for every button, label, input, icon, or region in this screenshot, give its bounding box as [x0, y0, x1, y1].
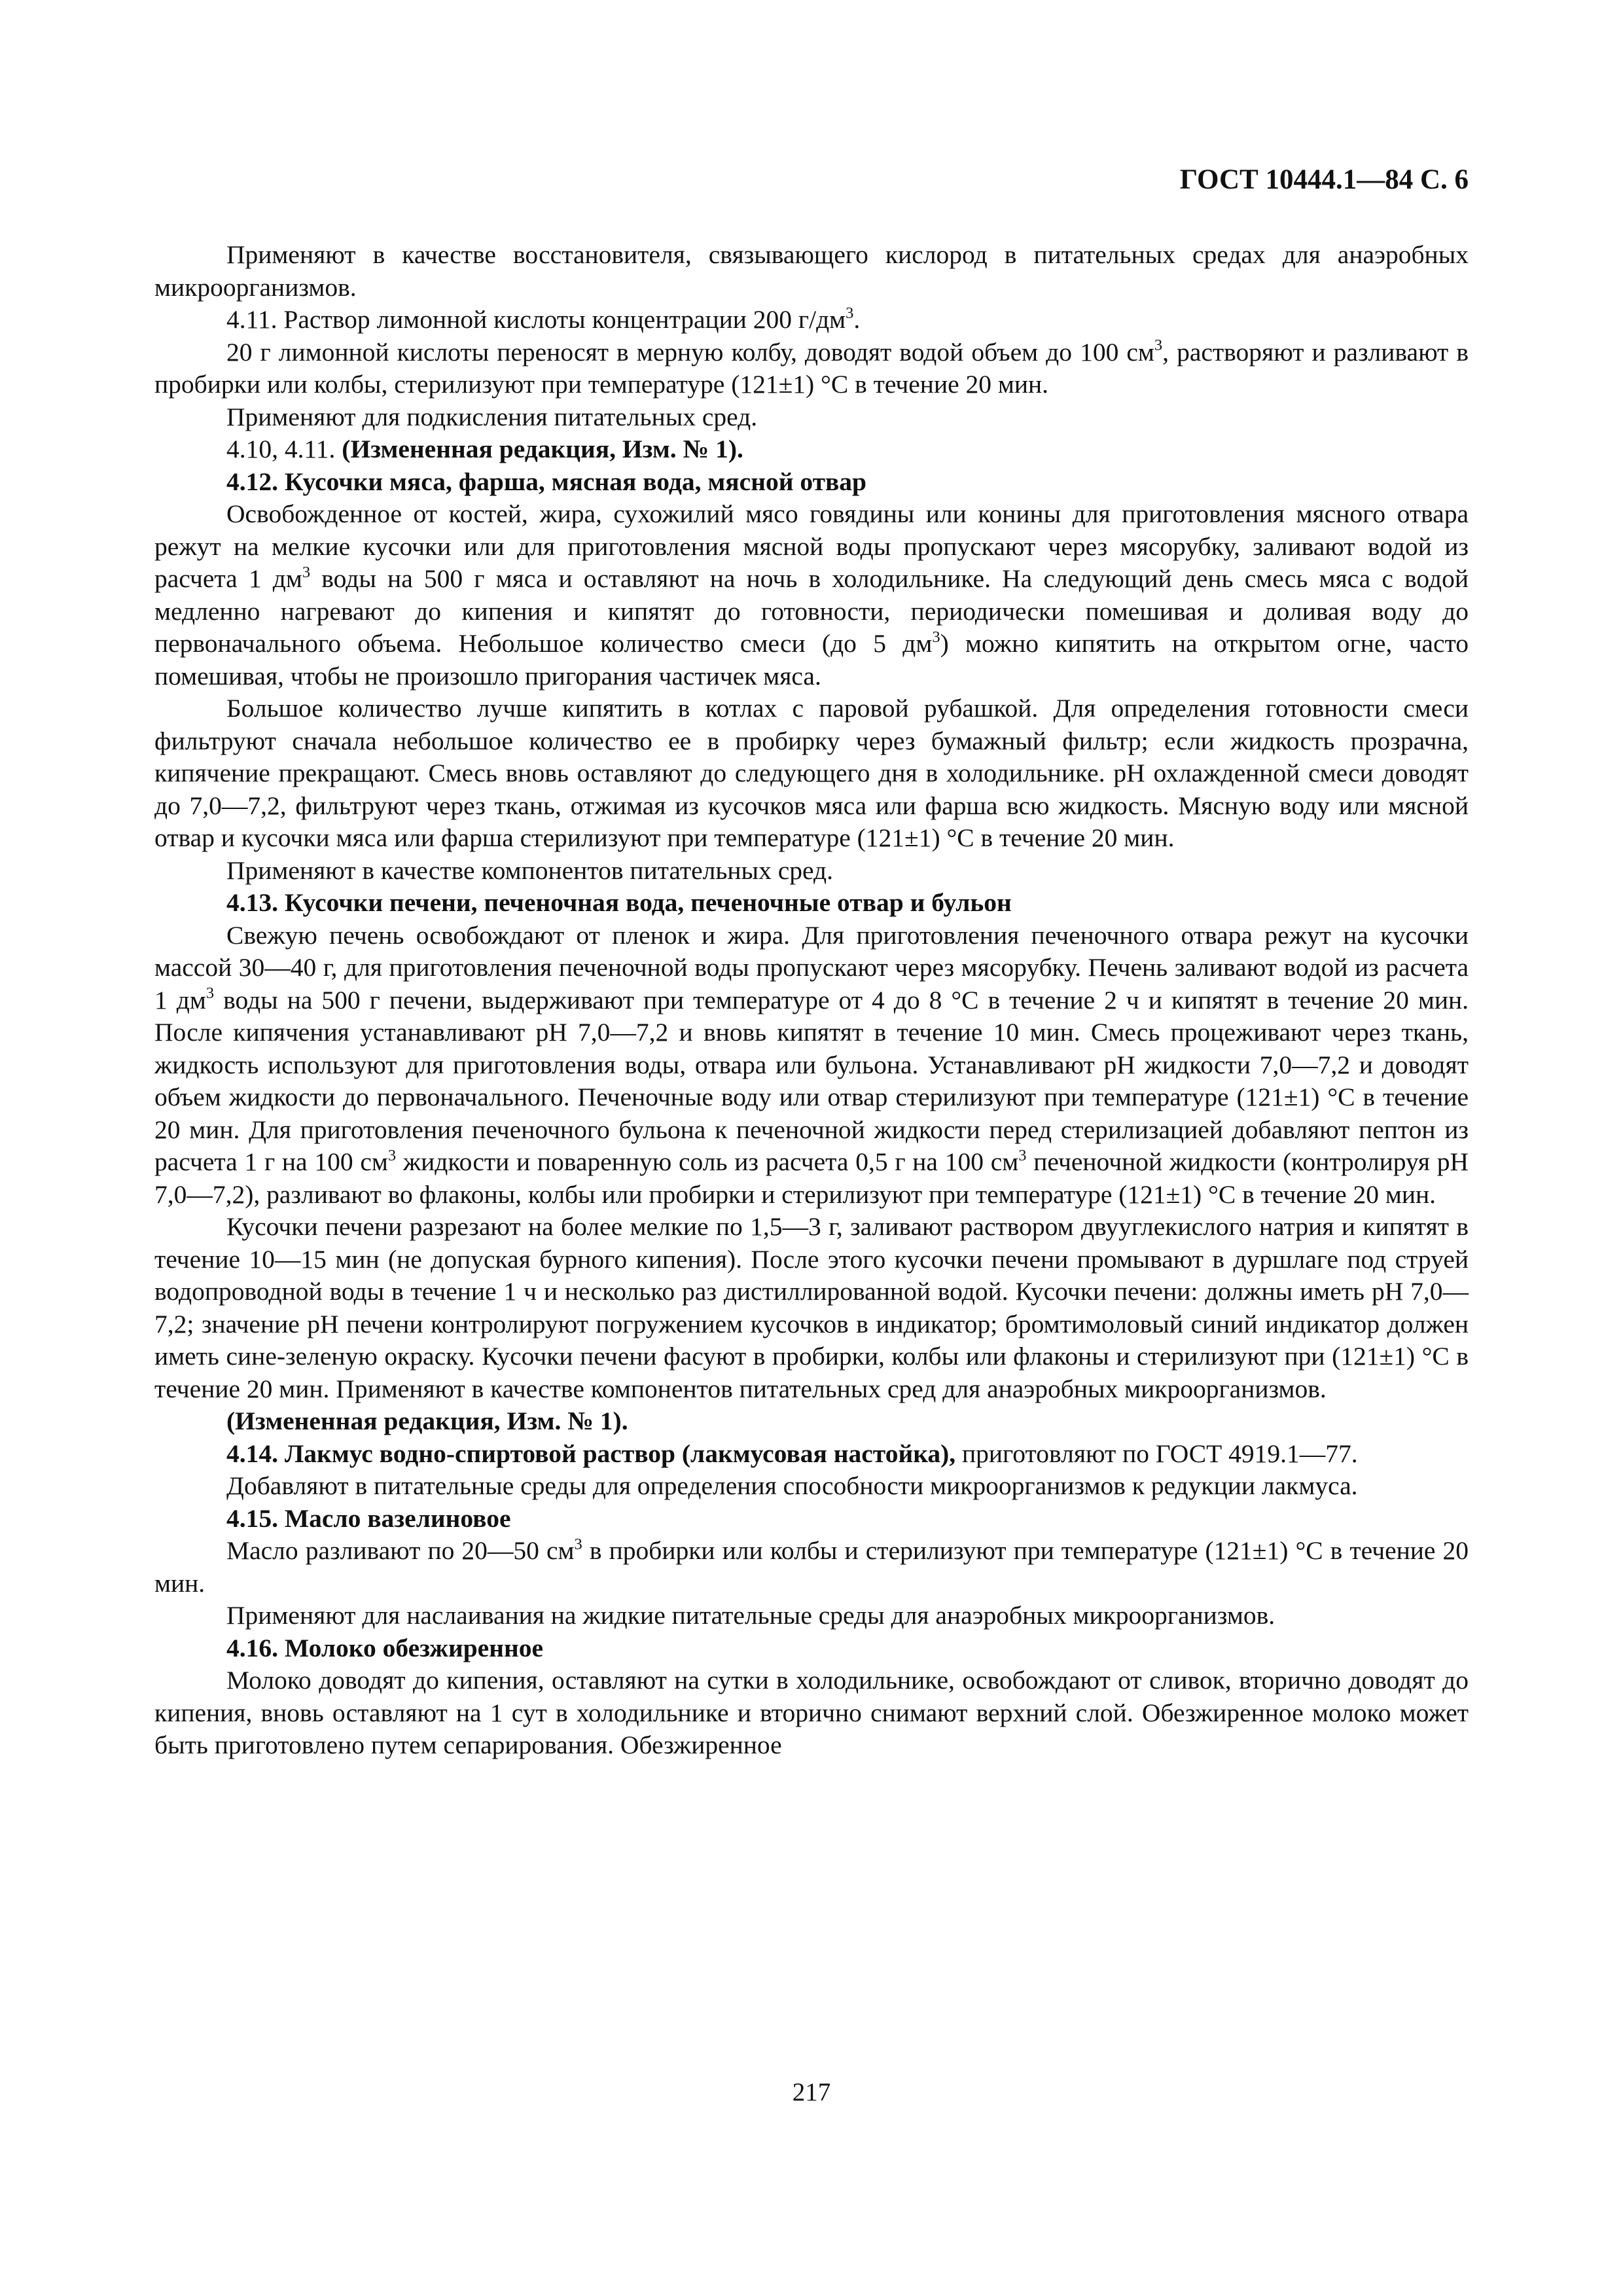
section-heading: 4.12. Кусочки мяса, фарша, мясная вода, мясной отвар	[226, 467, 867, 496]
paragraph: Применяют для подкисления питательных сред.	[226, 402, 758, 431]
document-page	[154, 0, 1469, 2296]
paragraph: 4.11. Раствор лимонной кислоты концентрации 200 $г/дм^3$.	[226, 304, 861, 334]
paragraph: Применяют в качестве компонентов питательных сред.	[226, 855, 833, 885]
section-heading: 4.16. Молоко обезжиренное	[226, 1633, 544, 1662]
running-header: ГОСТ 10444.1—84 С. 6	[1179, 164, 1469, 195]
paragraph: Применяют для наслаивания на жидкие питательные среды для анаэробных микроорганизмов.	[226, 1601, 1275, 1630]
paragraph: 20 г лимонной кислоты переносят в мерную колбу, доводят водой объем до 100 $см^3$, растворяют и разливают в пробирки или колбы, стерилизуют при температуре (121±1) °С в течение 20 мин.	[154, 336, 1469, 399]
section-heading: 4.13. Кусочки печени, печеночная вода, печеночные отвар и бульон	[226, 888, 1012, 917]
paragraph: Свежую печень освобождают от пленок и жира. Для приготовления печеночного отвара режут на кусочки массой 30—40 г, для приготовления печеночной воды пропускают через мясорубку. Печень заливают водой из расчета 1 $дм^3$ воды на 500 г печени, выдерживают при температуре от 4 до 8 °С в течение 2 ч и кипятят в течение 20 мин. После кипячения устанавливают рН 7,0—7,2 и вновь кипятят в течение 10 мин. Смесь процеживают через ткань, жидкость используют для приготовления воды, отвара или бульона. Устанавливают рН жидкости 7,0—7,2 и доводят объем жидкости до первоначального. Печеночные воду или отвар стерилизуют при температуре (121±1) °С в течение 20 мин. Для приготовления печеночного бульона к печеночной жидкости перед стерилизацией добавляют пептон из расчета 1 г на 100 $см^3$ жидкости и поваренную соль из расчета 0,5 г на 100 $см^3$ печеночной жидкости (контролируя рН 7,0—7,2), разливают во флаконы, колбы или пробирки и стерилизуют при температуре (121±1) °С в течение 20 мин.	[154, 920, 1469, 1209]
paragraph: Большое количество лучше кипятить в котлах с паровой рубашкой. Для определения готовности смеси фильтруют сначала небольшое количество ее в пробирку через бумажный фильтр; если жидкость прозрачна, кипячение прекращают. Смесь вновь оставляют до следующего дня в холодильнике. рН охлажденной смеси доводят до 7,0—7,2, фильтруют через ткань, отжимая из кусочков мяса или фарша всю жидкость. Мясную воду или мясной отвар и кусочки мяса или фарша стерилизуют при температуре (121±1) °С в течение 20 мин.	[154, 694, 1469, 852]
amendment-note: 4.10, 4.11. (Измененная редакция, Изм. № 1).	[226, 435, 743, 463]
document-body	[154, 239, 1469, 1762]
section-heading: 4.15. Масло вазелиновое	[226, 1503, 511, 1533]
paragraph: Применяют в качестве восстановителя, связывающего кислород в питательных средах для анаэробных микроорганизмов.	[154, 240, 1469, 302]
paragraph: Масло разливают по 20—50 $см^3$ в пробирки или колбы и стерилизуют при температуре (121±1) °С в течение 20 мин.	[154, 1535, 1469, 1598]
amendment-note: (Измененная редакция, Изм. № 1).	[226, 1407, 628, 1435]
paragraph: Освобожденное от костей, жира, сухожилий мясо говядины или конины для приготовления мясного отвара режут на мелкие кусочки или для приготовления мясной воды пропускают через мясорубку, заливают водой из расчета 1 $дм^3$ воды на 500 г мяса и оставляют на ночь в холодильнике. На следующий день смесь мяса с водой медленно нагревают до кипения и кипятят до готовности, периодически помешивая и доливая воду до первоначального объема. Небольшое количество смеси (до 5 $дм^3$) можно кипятить на открытом огне, часто помешивая, чтобы не произошло пригорания частичек мяса.	[154, 499, 1469, 691]
paragraph: Кусочки печени разрезают на более мелкие по 1,5—3 г, заливают раствором двууглекислого натрия и кипятят в течение 10—15 мин (не допуская бурного кипения). После этого кусочки печени промывают в дуршлаге под струей водопроводной воды в течение 1 ч и несколько раз дистиллированной водой. Кусочки печени: должны иметь рН 7,0—7,2; значение рН печени контролируют погружением кусочков в индикатор; бромтимоловый синий индикатор должен иметь сине-зеленую окраску. Кусочки печени фасуют в пробирки, колбы или флаконы и стерилизуют при (121±1) °С в течение 20 мин. Применяют в качестве компонентов питательных сред для анаэробных микроорганизмов.	[154, 1212, 1469, 1403]
page-number: 217	[792, 2078, 831, 2106]
paragraph: Молоко доводят до кипения, оставляют на сутки в холодильнике, освобождают от сливок, вторично доводят до кипения, вновь оставляют на 1 сут в холодильнике и вторично снимают верхний слой. Обезжиренное молоко может быть приготовлено путем сепарирования. Обезжиренное	[154, 1666, 1469, 1759]
section-heading-inline: 4.14. Лакмус водно-спиртовой раствор (лакмусовая настойка), приготовляют по ГОСТ 4919.1—77.	[226, 1439, 1358, 1468]
paragraph: Добавляют в питательные среды для определения способности микроорганизмов к редукции лакмуса.	[226, 1471, 1358, 1500]
